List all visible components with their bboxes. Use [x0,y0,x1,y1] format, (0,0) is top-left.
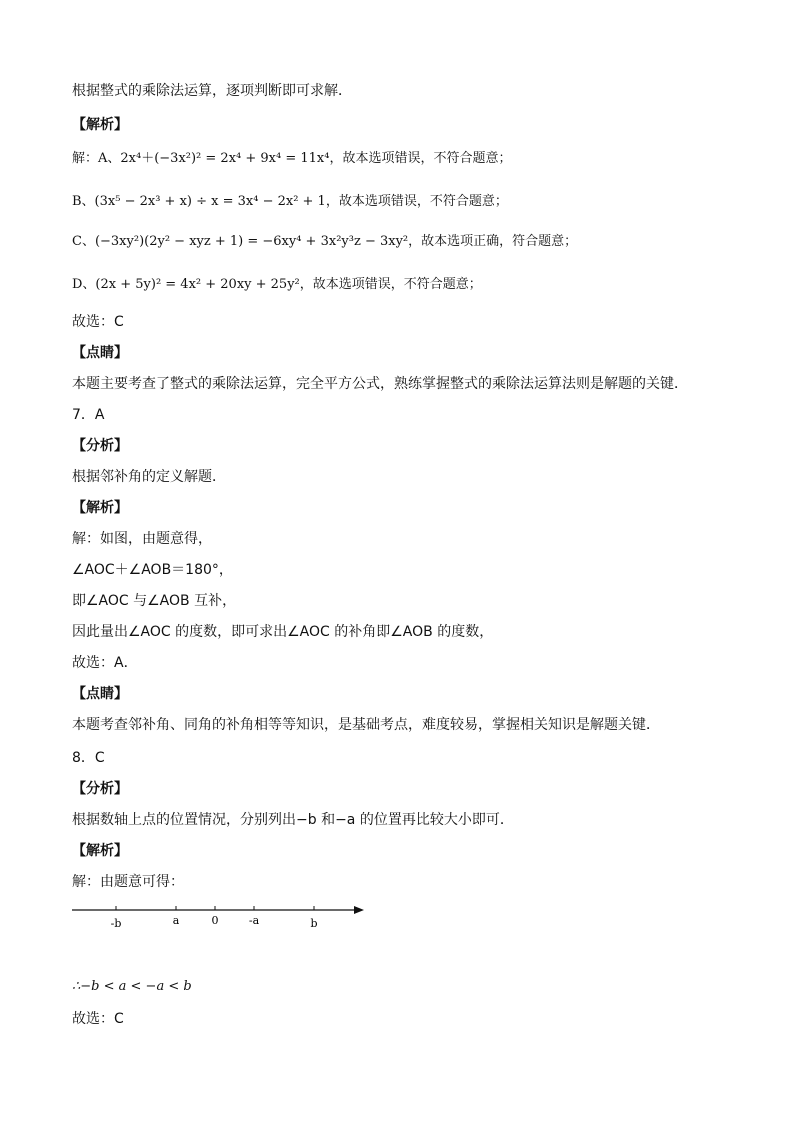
text-line: 因此量出∠AOC 的度数，即可求出∠AOC 的补角即∠AOB 的度数， [72,624,494,640]
section-heading: 【分析】 [72,438,128,454]
label-neg-a: -a [248,914,260,927]
axis-arrow-icon [354,906,364,914]
text-line: 故选：C [72,1011,124,1027]
text-line: 故选：C [72,314,124,330]
text-line: D、(2x + 5y)² = 4x² + 20xy + 25y²，故本选项错误，不符合题意； [72,277,482,292]
text-line: 故选：A． [72,655,138,671]
text-line: 本题考查邻补角、同角的补角相等等知识，是基础考点，难度较易，掌握相关知识是解题关键． [72,717,660,733]
label-zero: 0 [211,914,219,927]
text-line: 解：A、2x⁴＋(−3x²)² = 2x⁴ + 9x⁴ = 11x⁴，故本选项错误，不符合题意； [72,151,512,166]
section-heading: 【解析】 [72,843,128,859]
number-line-diagram [72,900,372,940]
number-line-svg [72,900,372,940]
section-heading: 【点睛】 [72,345,128,361]
text-line: 即∠AOC 与∠AOB 互补， [72,593,237,609]
section-heading: 【分析】 [72,781,128,797]
text-line: 根据邻补角的定义解题． [72,469,226,485]
text-line: 根据数轴上点的位置情况，分别列出−b 和−a 的位置再比较大小即可． [72,812,514,828]
label-a: a [172,914,180,927]
section-heading: 【解析】 [72,117,128,133]
label-neg-b: -b [110,917,122,930]
question-number: 7．A [72,407,105,423]
text-line: 根据整式的乘除法运算，逐项判断即可求解． [72,83,352,99]
section-heading: 【点睛】 [72,686,128,702]
text-line: 解：如图，由题意得， [72,531,212,547]
text-line: B、(3x⁵ − 2x³ + x) ÷ x = 3x⁴ − 2x² + 1，故本选项错误，不符合题意； [72,194,508,209]
label-b: b [310,917,318,930]
text-line: C、(−3xy²)(2y² − xyz + 1) = −6xy⁴ + 3x²y³z − 3xy²，故本选项正确，符合题意； [72,234,578,249]
text-line: 解：由题意可得： [72,874,184,890]
section-heading: 【解析】 [72,500,128,516]
text-line: 本题主要考查了整式的乘除法运算，完全平方公式，熟练掌握整式的乘除法运算法则是解题的关键． [72,376,688,392]
text-line: ∴−b < a < −a < b [72,979,192,994]
text-line: ∠AOC＋∠AOB＝180°， [72,562,233,578]
question-number: 8．C [72,750,105,766]
